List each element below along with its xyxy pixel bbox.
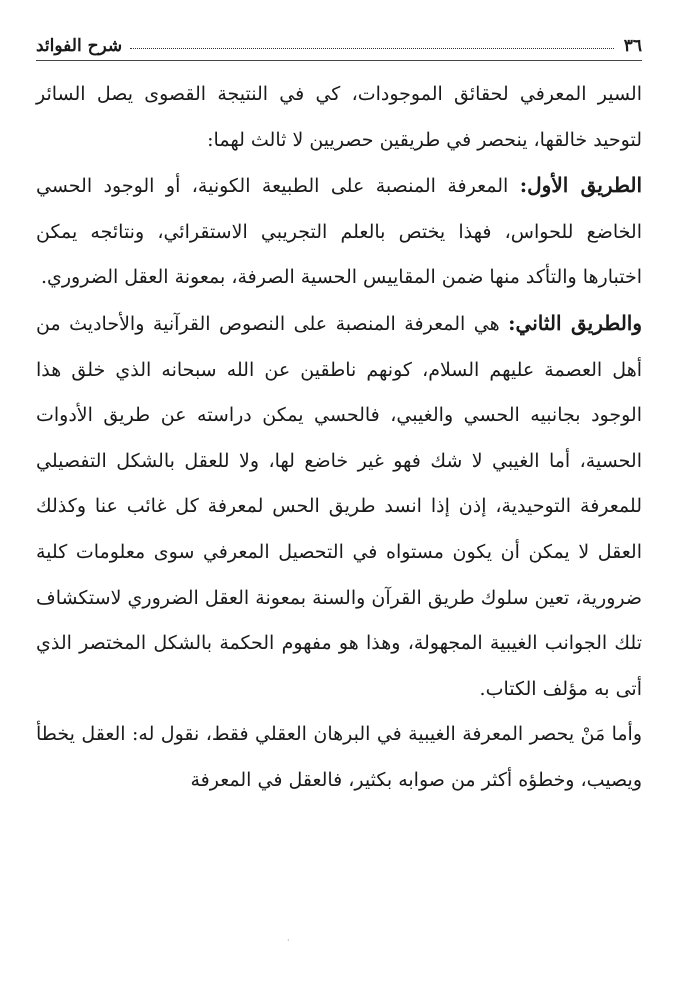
header-dotted-leader [130, 48, 614, 49]
paragraph-text: وأما مَنْ يحصر المعرفة الغيبية في البرهان العقلي فقط، نقول له: العقل يخطأ ويصيب، وخطؤه أكثر من صوابه بكثير، فالعقل في المعرفة [36, 723, 642, 791]
paragraph-second-way [36, 301, 642, 712]
paragraph-lead: الطريق الأول: [519, 173, 642, 198]
paragraph-text: هي المعرفة المنصبة على النصوص القرآنية والأحاديث من أهل العصمة عليهم السلام، كونهم ناطقين عن الله سبحانه الذي خلق هذا الوجود بجانبيه الحسي والغيبي، فالحسي يمكن دراسته عن طريق الأدوات الحسية، أما الغيبي لا شك فهو غير خاضع لها، ولا للعقل بالشكل التفصيلي للمعرفة التوحيدية، إذن إذا انسد طريق الحس لمعرفة كل غائب عنا وكذلك العقل لا يمكن أن يكون مستواه في التحصيل المعرفي سوى معلومات كلية ضرورية، تعين سلوك طريق القرآن والسنة بمعونة العقل الضروري لاستكشاف تلك الجوانب الغيبية المجهولة، وهذا هو مفهوم الحكمة بالشكل المختصر الذي أتى به مؤلف الكتاب. [36, 312, 642, 700]
header-rule [36, 60, 642, 61]
paragraph-lead: والطريق الثاني: [508, 310, 643, 335]
paragraph-first-way [36, 163, 642, 301]
page-number: ٣٦ [623, 36, 642, 56]
running-title: شرح الفوائد [36, 36, 123, 56]
paragraph-reason [36, 712, 642, 803]
paragraph-intro [36, 72, 642, 163]
paragraph-text: السير المعرفي لحقائق الموجودات، كي في النتيجة القصوى يصل السائر لتوحيد خالقها، ينحصر في طريقين حصريين لا ثالث لهما: [36, 83, 642, 151]
paragraph-text: المعرفة المنصبة على الطبيعة الكونية، أو الوجود الحسي الخاضع للحواس، فهذا يختص بالعلم التجريبي الاستقرائي، ونتائجه يمكن اختبارها والتأكد منها ضمن المقاييس الحسية الصرفة، بمعونة العقل الضروري. [36, 175, 642, 289]
page-header [36, 28, 642, 56]
page-speck: · [287, 936, 290, 945]
body-text [36, 72, 642, 804]
